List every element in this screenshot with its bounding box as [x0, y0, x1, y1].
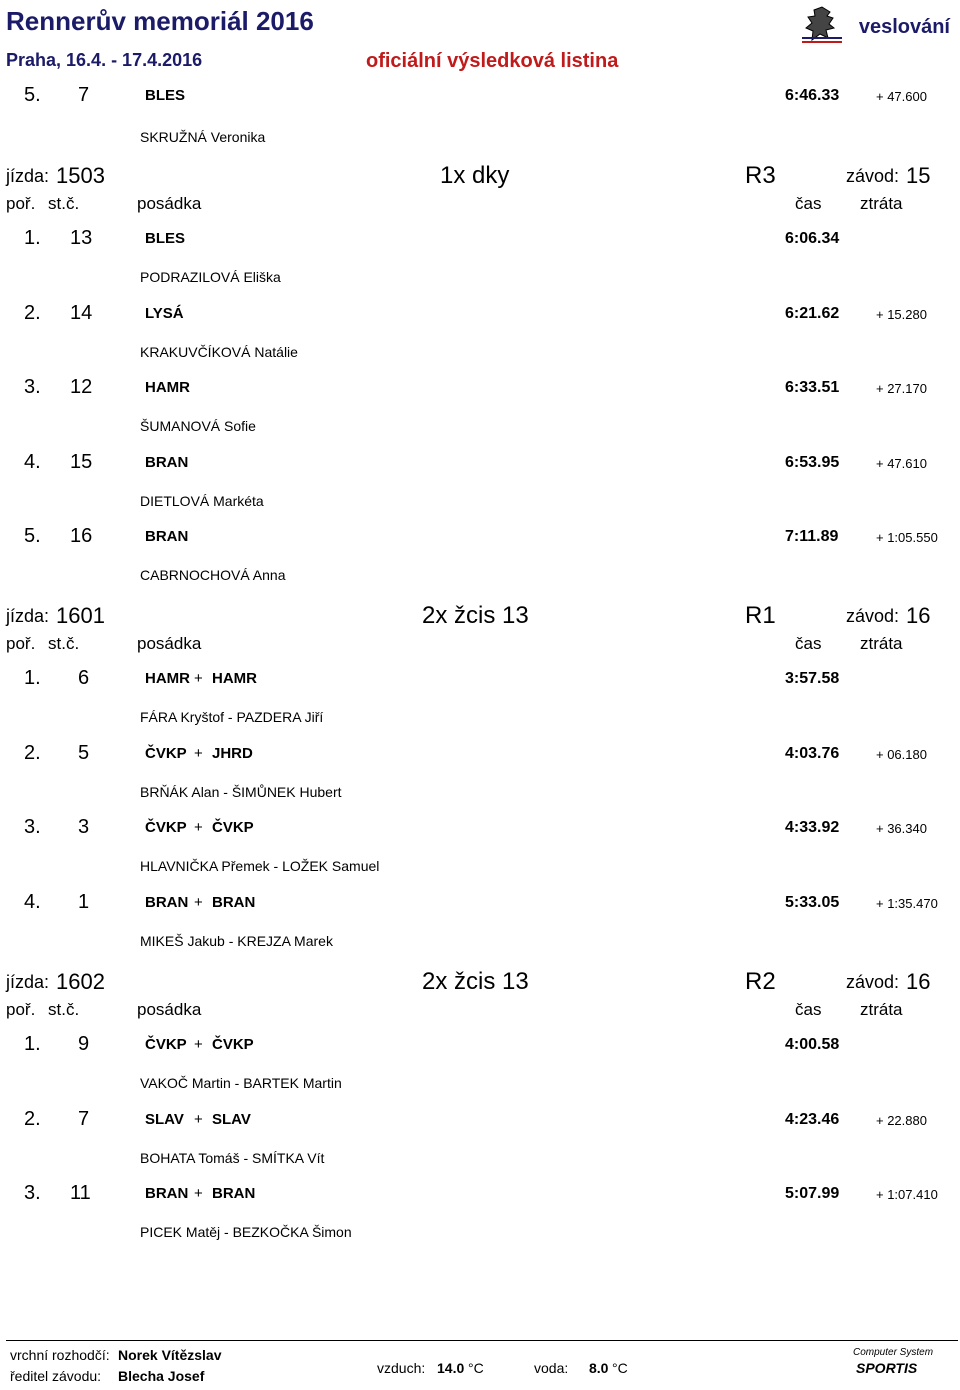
- bow-number: 13: [70, 227, 93, 249]
- club: ČVKP: [145, 819, 187, 836]
- crew-separator: +: [194, 670, 203, 687]
- finish-time: 6:21.62: [785, 305, 840, 322]
- club-second: BRAN: [212, 894, 256, 911]
- bow-number: 15: [70, 451, 93, 473]
- col-bow: st.č.: [48, 634, 80, 653]
- boat-class: 2x žcis 13: [422, 968, 529, 995]
- col-time: čas: [795, 1000, 822, 1019]
- rank: 1.: [24, 1033, 41, 1055]
- results-list-label: oficiální výsledková listina: [366, 50, 619, 72]
- col-bow: st.č.: [48, 194, 80, 213]
- race-number: 16: [906, 969, 931, 994]
- rank: 3.: [24, 376, 41, 398]
- club: LYSÁ: [145, 305, 184, 322]
- rowing-club-logo-icon: [800, 4, 844, 46]
- boat-class: 2x žcis 13: [422, 602, 529, 629]
- rank: 4.: [24, 891, 41, 913]
- time-loss: + 15.280: [876, 307, 927, 322]
- crew-separator: +: [194, 1111, 203, 1128]
- bow-number: 11: [70, 1182, 91, 1204]
- time-loss: + 36.340: [876, 821, 927, 836]
- water-temp-value: 8.0: [589, 1360, 609, 1376]
- crew-names: FÁRA Kryštof - PAZDERA Jiří: [140, 709, 324, 725]
- finish-time: 6:33.51: [785, 379, 840, 396]
- rank: 2.: [24, 302, 41, 324]
- time-loss: + 27.170: [876, 381, 927, 396]
- crew-names: HLAVNIČKA Přemek - LOŽEK Samuel: [140, 858, 380, 874]
- rank: 1.: [24, 227, 41, 249]
- heat-number: 1602: [56, 969, 105, 994]
- computer-system-label: Computer System: [853, 1347, 934, 1358]
- crew-names: BRŇÁK Alan - ŠIMŮNEK Hubert: [140, 784, 342, 800]
- crew-separator: +: [194, 1036, 203, 1053]
- water-temp-label: voda:: [534, 1360, 569, 1376]
- col-bow: st.č.: [48, 1000, 80, 1019]
- col-rank: poř.: [6, 194, 36, 213]
- heat-number: 1503: [56, 163, 105, 188]
- finish-time: 3:57.58: [785, 670, 840, 687]
- page-title: Rennerův memoriál 2016: [6, 6, 314, 36]
- round-code: R1: [745, 602, 776, 629]
- crew-names: PODRAZILOVÁ Eliška: [140, 269, 281, 285]
- bow-number: 7: [78, 84, 90, 106]
- bow-number: 6: [78, 667, 90, 689]
- club: ČVKP: [145, 745, 187, 762]
- crew-names: CABRNOCHOVÁ Anna: [140, 567, 286, 583]
- footer-divider: [6, 1340, 958, 1341]
- air-temp-unit: °C: [468, 1360, 484, 1376]
- time-loss: + 22.880: [876, 1113, 927, 1128]
- rank: 5.: [24, 84, 41, 106]
- bow-number: 14: [70, 302, 93, 324]
- club: BLES: [145, 87, 186, 104]
- chief-referee-label: vrchní rozhodčí:: [10, 1347, 110, 1363]
- col-loss: ztráta: [860, 634, 903, 653]
- rank: 4.: [24, 451, 41, 473]
- race-number: 16: [906, 603, 931, 628]
- club: BLES: [145, 230, 186, 247]
- bow-number: 1: [78, 891, 90, 913]
- club: BRAN: [145, 894, 189, 911]
- round-code: R2: [745, 968, 776, 995]
- crew-separator: +: [194, 819, 203, 836]
- race-director-name: Blecha Josef: [118, 1368, 205, 1384]
- club: SLAV: [145, 1111, 184, 1128]
- col-crew: posádka: [137, 194, 202, 213]
- time-loss: + 1:05.550: [876, 530, 938, 545]
- crew-separator: +: [194, 1185, 203, 1202]
- finish-time: 4:23.46: [785, 1111, 840, 1128]
- race-label: závod:: [846, 606, 900, 626]
- crew-names: ŠUMANOVÁ Sofie: [140, 418, 256, 434]
- club-second: HAMR: [212, 670, 257, 687]
- col-time: čas: [795, 634, 822, 653]
- bow-number: 7: [78, 1108, 90, 1130]
- round-code: R3: [745, 162, 776, 189]
- club: BRAN: [145, 528, 189, 545]
- time-loss: + 47.610: [876, 456, 927, 471]
- club: HAMR: [145, 379, 190, 396]
- finish-time: 4:33.92: [785, 819, 840, 836]
- col-rank: poř.: [6, 634, 36, 653]
- finish-time: 6:06.34: [785, 230, 840, 247]
- crew-names: MIKEŠ Jakub - KREJZA Marek: [140, 933, 333, 949]
- boat-class: 1x dky: [440, 162, 510, 189]
- crew-names: VAKOČ Martin - BARTEK Martin: [140, 1075, 342, 1091]
- finish-time: 6:46.33: [785, 87, 840, 104]
- time-loss: + 47.600: [876, 89, 927, 104]
- crew-separator: +: [194, 894, 203, 911]
- club-second: ČVKP: [212, 819, 254, 836]
- col-loss: ztráta: [860, 194, 903, 213]
- rank: 1.: [24, 667, 41, 689]
- heat-label: jízda:: [6, 166, 50, 186]
- club: HAMR: [145, 670, 190, 687]
- rank: 2.: [24, 1108, 41, 1130]
- finish-time: 5:33.05: [785, 894, 840, 911]
- col-crew: posádka: [137, 634, 202, 653]
- sportis-logo-icon: SPORTIS: [856, 1360, 918, 1376]
- sport-label: veslování: [858, 16, 950, 38]
- air-temp-label: vzduch:: [377, 1360, 426, 1376]
- finish-time: 6:53.95: [785, 454, 840, 471]
- crew-names: BOHATA Tomáš - SMÍTKA Vít: [140, 1150, 325, 1166]
- time-loss: + 06.180: [876, 747, 927, 762]
- crew-names: KRAKUVČÍKOVÁ Natálie: [140, 344, 298, 360]
- air-temp-value: 14.0: [437, 1360, 465, 1376]
- col-rank: poř.: [6, 1000, 36, 1019]
- crew-separator: +: [194, 745, 203, 762]
- finish-time: 5:07.99: [785, 1185, 840, 1202]
- club-second: ČVKP: [212, 1036, 254, 1053]
- bow-number: 9: [78, 1033, 90, 1055]
- race-director-label: ředitel závodu:: [10, 1368, 102, 1384]
- club: BRAN: [145, 454, 189, 471]
- race-label: závod:: [846, 166, 900, 186]
- col-crew: posádka: [137, 1000, 202, 1019]
- bow-number: 12: [70, 376, 93, 398]
- bow-number: 16: [70, 525, 93, 547]
- finish-time: 4:00.58: [785, 1036, 840, 1053]
- race-label: závod:: [846, 972, 900, 992]
- crew-names: PICEK Matěj - BEZKOČKA Šimon: [140, 1224, 352, 1240]
- rank: 2.: [24, 742, 41, 764]
- chief-referee-name: Norek Vítězslav: [118, 1347, 222, 1363]
- club-second: SLAV: [212, 1111, 251, 1128]
- club: ČVKP: [145, 1036, 187, 1053]
- water-temp-unit: °C: [612, 1360, 628, 1376]
- bow-number: 5: [78, 742, 90, 764]
- time-loss: + 1:07.410: [876, 1187, 938, 1202]
- rank: 3.: [24, 816, 41, 838]
- club-second: JHRD: [212, 745, 253, 762]
- rank: 3.: [24, 1182, 41, 1204]
- place-date: Praha, 16.4. - 17.4.2016: [6, 50, 203, 70]
- race-number: 15: [906, 163, 931, 188]
- crew-names: SKRUŽNÁ Veronika: [140, 129, 266, 145]
- finish-time: 7:11.89: [785, 528, 839, 545]
- club-second: BRAN: [212, 1185, 256, 1202]
- club: BRAN: [145, 1185, 189, 1202]
- rank: 5.: [24, 525, 41, 547]
- heat-label: jízda:: [6, 972, 50, 992]
- finish-time: 4:03.76: [785, 745, 840, 762]
- heat-number: 1601: [56, 603, 105, 628]
- bow-number: 3: [78, 816, 90, 838]
- col-time: čas: [795, 194, 822, 213]
- crew-names: DIETLOVÁ Markéta: [140, 493, 264, 509]
- col-loss: ztráta: [860, 1000, 903, 1019]
- time-loss: + 1:35.470: [876, 896, 938, 911]
- heat-label: jízda:: [6, 606, 50, 626]
